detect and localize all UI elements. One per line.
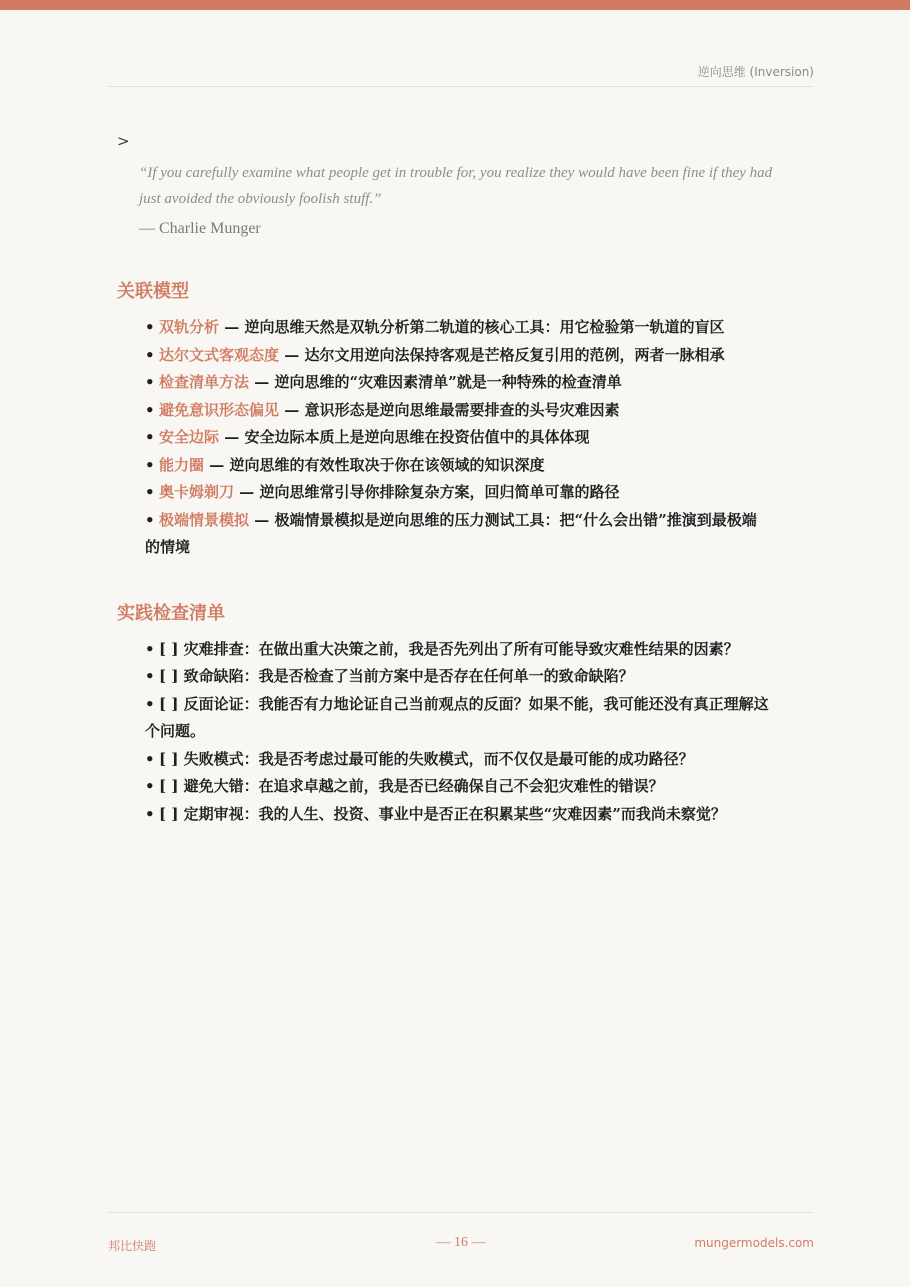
list-item	[145, 507, 807, 562]
checklist-item	[145, 636, 807, 664]
list-item-text: — 逆向思维的有效性取决于你在该领域的知识深度	[204, 455, 545, 474]
page-content	[117, 128, 807, 828]
checklist-item-text: [ ] 失败模式：我是否考虑过最可能的失败模式，而不仅仅是最可能的成功路径？	[159, 749, 694, 768]
list-item	[145, 342, 807, 370]
bullet-icon: •	[145, 428, 155, 446]
list-item	[145, 452, 807, 480]
bullet-icon: •	[145, 777, 155, 795]
bullet-icon: •	[145, 694, 155, 713]
quote-attribution: — Charlie Munger	[139, 220, 261, 237]
bullet-icon: •	[145, 749, 155, 768]
related-models-list	[145, 314, 807, 562]
model-link[interactable]: 极端情景模拟	[159, 510, 250, 529]
bullet-icon: •	[145, 455, 155, 474]
list-item	[145, 314, 807, 342]
checklist-item-text: [ ] 致命缺陷：我是否检查了当前方案中是否存在任何单一的致命缺陷？	[159, 667, 634, 685]
page-number: — 16 —	[436, 1235, 486, 1250]
list-item-text: — 意识形态是逆向思维最需要排查的头号灾难因素	[279, 400, 620, 419]
checklist-item	[145, 746, 807, 774]
top-accent-bar	[0, 0, 910, 10]
checklist-item	[145, 773, 807, 801]
checklist-item-text: [ ] 避免大错：在追求卓越之前，我是否已经确保自己不会犯灾难性的错误？	[159, 777, 664, 795]
list-item-continuation: 的情境	[145, 538, 191, 556]
checklist-item-text: [ ] 灾难排查：在做出重大决策之前，我是否先列出了所有可能导致灾难性结果的因素？	[159, 639, 739, 658]
model-link[interactable]: 避免意识形态偏见	[159, 400, 280, 419]
bullet-icon: •	[145, 345, 155, 364]
quote-text: “If you carefully examine what people get in trouble for, you realize they would have been fine if they had just avoided the obviously foolish stuff.”	[139, 165, 773, 207]
bullet-icon: •	[145, 639, 155, 658]
practice-checklist	[145, 636, 807, 829]
model-link[interactable]: 检查清单方法	[159, 373, 250, 391]
checklist-item-text: [ ] 定期审视：我的人生、投资、事业中是否正在积累某些“灾难因素”而我尚未察觉？	[159, 804, 726, 823]
list-item-text: — 达尔文用逆向法保持客观是芒格反复引用的范例，两者一脉相承	[279, 345, 725, 364]
list-item-text: — 安全边际本质上是逆向思维在投资估值中的具体体现	[219, 428, 590, 446]
running-title: 逆向思维 (Inversion)	[697, 65, 814, 79]
checklist-item	[145, 801, 807, 829]
list-item	[145, 424, 807, 452]
bullet-icon: •	[145, 400, 155, 419]
list-item-text: — 逆向思维的“灾难因素清单”就是一种特殊的检查清单	[249, 373, 622, 391]
bullet-icon: •	[145, 373, 155, 391]
model-link[interactable]: 能力圈	[159, 455, 205, 474]
list-item	[145, 369, 807, 397]
checklist-item-continuation: 个问题。	[145, 722, 206, 740]
list-item-text: — 逆向思维天然是双轨分析第二轨道的核心工具：用它检验第一轨道的盲区	[219, 318, 725, 336]
footer-website-link[interactable]: mungermodels.com	[694, 1236, 814, 1250]
running-header	[108, 58, 814, 87]
list-item-text: — 极端情景模拟是逆向思维的压力测试工具：把“什么会出错”推演到最极端	[249, 510, 757, 529]
related-models-heading: 关联模型	[117, 281, 189, 302]
bullet-icon: •	[145, 667, 155, 685]
checklist-item	[145, 691, 807, 746]
blockquote-marker: >	[117, 132, 130, 150]
list-item	[145, 397, 807, 425]
footer-brand: 邦比快跑	[108, 1239, 157, 1253]
bullet-icon: •	[145, 483, 155, 501]
bullet-icon: •	[145, 318, 155, 336]
bullet-icon: •	[145, 510, 155, 529]
model-link[interactable]: 双轨分析	[159, 318, 220, 336]
model-link[interactable]: 奥卡姆剃刀	[159, 483, 235, 501]
checklist-item-text: [ ] 反面论证：我能否有力地论证自己当前观点的反面？如果不能，我可能还没有真正理解这	[159, 694, 769, 713]
list-item	[145, 479, 807, 507]
model-link[interactable]: 安全边际	[159, 428, 220, 446]
practice-checklist-heading: 实践检查清单	[117, 602, 225, 624]
page-footer	[108, 1212, 814, 1252]
bullet-icon: •	[145, 804, 155, 823]
model-link[interactable]: 达尔文式客观态度	[159, 345, 280, 364]
list-item-text: — 逆向思维常引导你排除复杂方案，回归简单可靠的路径	[234, 483, 620, 501]
checklist-item	[145, 663, 807, 691]
